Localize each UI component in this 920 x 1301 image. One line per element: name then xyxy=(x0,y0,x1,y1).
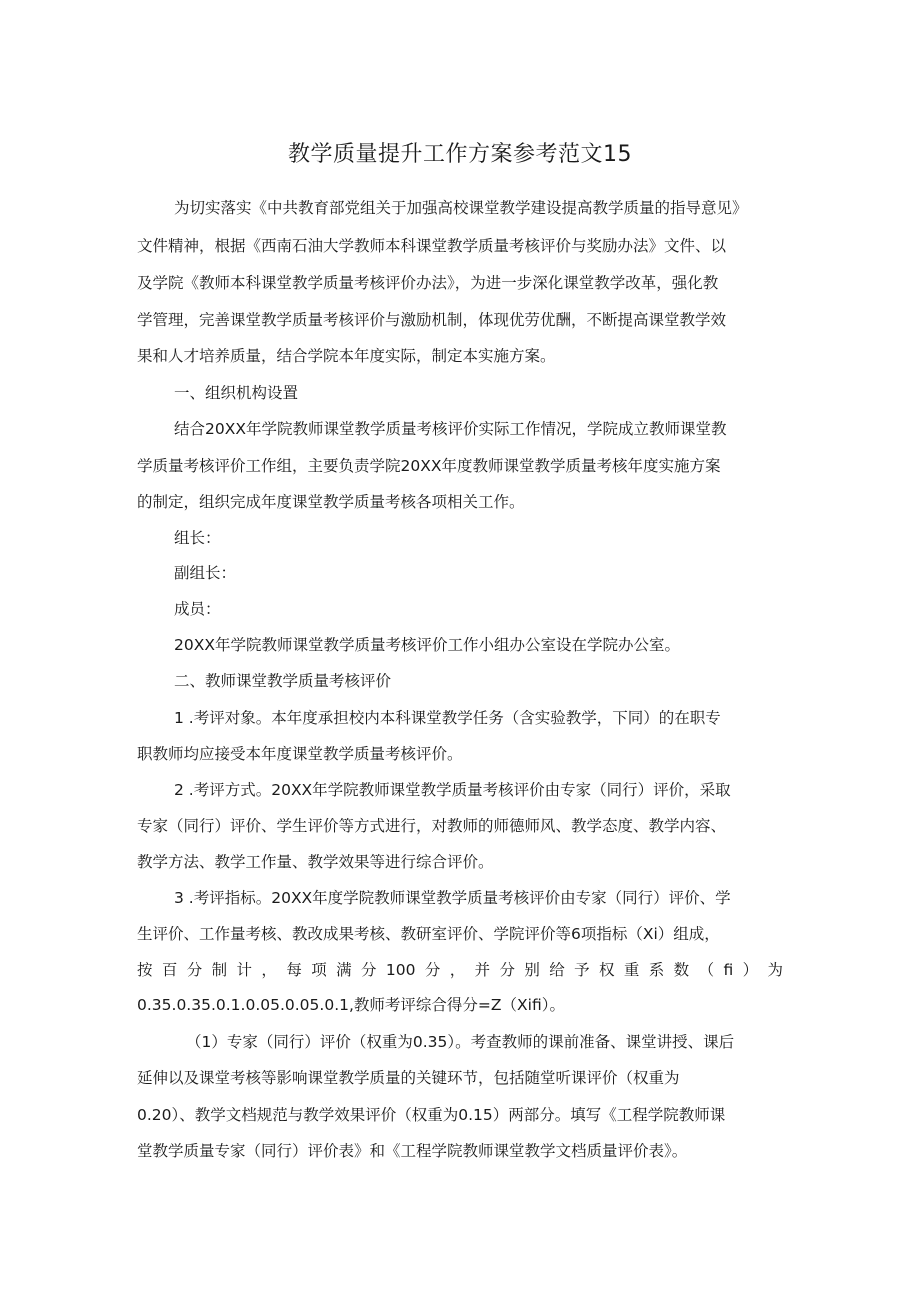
list-item-line-justified: 按百分制计，每项满分100分，并分别给予权重系数（fi）为 xyxy=(137,961,783,979)
paragraph-line: 为切实落实《中共教育部党组关于加强高校课堂教学建设提高教学质量的指导意见》 xyxy=(174,199,748,217)
paragraph-line: 学管理，完善课堂教学质量考核评价与激励机制，体现优劳优酬，不断提高课堂教学效 xyxy=(137,311,727,329)
section-heading: 一、组织机构设置 xyxy=(174,384,299,402)
sub-item-line: 堂教学质量专家（同行）评价表》和《工程学院教师课堂教学文档质量评价表》。 xyxy=(137,1142,688,1160)
sub-item-line: （1）专家（同行）评价（权重为0.35）。考查教师的课前准备、课堂讲授、课后 xyxy=(186,1033,735,1051)
role-label-deputy-leader: 副组长： xyxy=(174,564,237,582)
list-item-line: 1 .考评对象。本年度承担校内本科课堂教学任务（含实验教学，下同）的在职专 xyxy=(174,709,721,727)
page-title: 教学质量提升工作方案参考范文15 xyxy=(288,142,632,167)
role-label-members: 成员： xyxy=(174,600,221,618)
list-item-line: 专家（同行）评价、学生评价等方式进行，对教师的师德师风、教学态度、教学内容、 xyxy=(137,817,727,835)
paragraph-line: 果和人才培养质量，结合学院本年度实际，制定本实施方案。 xyxy=(137,347,556,365)
list-item-line: 生评价、工作量考核、教改成果考核、教研室评价、学院评价等6项指标（Xi）组成， xyxy=(137,925,720,943)
role-label-leader: 组长： xyxy=(174,529,221,547)
sub-item-line: 0.20）、教学文档规范与教学效果评价（权重为0.15）两部分。填写《工程学院教师课 xyxy=(137,1106,726,1124)
list-item-line: 教学方法、教学工作量、教学效果等进行综合评价。 xyxy=(137,853,494,871)
sub-item-line: 延伸以及课堂考核等影响课堂教学质量的关键环节，包括随堂听课评价（权重为 xyxy=(137,1069,680,1087)
section-heading: 二、教师课堂教学质量考核评价 xyxy=(174,672,392,690)
paragraph-line: 及学院《教师本科课堂教学质量考核评价办法》，为进一步深化课堂教学改革，强化教 xyxy=(137,274,719,292)
paragraph-line: 20XX年学院教师课堂教学质量考核评价工作小组办公室设在学院办公室。 xyxy=(174,636,680,654)
paragraph-line: 的制定，组织完成年度课堂教学质量考核各项相关工作。 xyxy=(137,493,525,511)
list-item-line: 2 .考评方式。20XX年学院教师课堂教学质量考核评价由专家（同行）评价，采取 xyxy=(174,781,731,799)
paragraph-line: 结合20XX年学院教师课堂教学质量考核评价实际工作情况，学院成立教师课堂教 xyxy=(174,420,727,438)
list-item-line: 0.35.0.35.0.1.0.05.0.05.0.1,教师考评综合得分=Z（Xifi）。 xyxy=(137,996,565,1014)
list-item-line: 3 .考评指标。20XX年度学院教师课堂教学质量考核评价由专家（同行）评价、学 xyxy=(174,889,731,907)
paragraph-line: 学质量考核评价工作组，主要负责学院20XX年度教师课堂教学质量考核年度实施方案 xyxy=(137,457,721,475)
paragraph-line: 文件精神，根据《西南石油大学教师本科课堂教学质量考核评价与奖励办法》文件、以 xyxy=(137,237,727,255)
list-item-line: 职教师均应接受本年度课堂教学质量考核评价。 xyxy=(137,745,463,763)
